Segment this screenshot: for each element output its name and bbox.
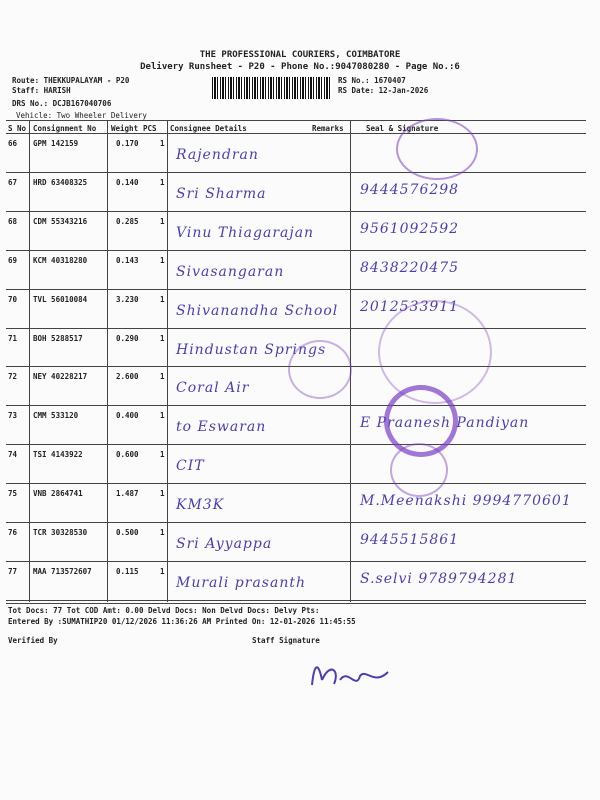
runsheet-title: Delivery Runsheet - P20 - Phone No.:9047080280 - Page No.:6 bbox=[140, 62, 460, 72]
row-consignment: TCR 30328530 bbox=[33, 528, 88, 537]
row-signature-handwritten: 2012533911 bbox=[360, 298, 460, 315]
row-consignment: TSI 4143922 bbox=[33, 450, 83, 460]
col-consignee: Consignee Details bbox=[170, 124, 247, 133]
col-remarks: Remarks bbox=[312, 124, 344, 133]
row-consignment: MAA 713572607 bbox=[33, 566, 92, 576]
row-weight: 1.487 bbox=[116, 489, 139, 499]
row-consignee-handwritten: KM3K bbox=[176, 497, 225, 514]
row-divider bbox=[6, 289, 586, 290]
staff: Staff: HARISH bbox=[12, 86, 71, 95]
row-divider bbox=[6, 211, 586, 212]
route: Route: THEKKUPALAYAM - P20 bbox=[12, 76, 130, 85]
barcode bbox=[212, 77, 332, 99]
row-consignee-handwritten: Vinu Thiagarajan bbox=[176, 224, 315, 241]
row-signature-handwritten: E Praanesh Pandiyan bbox=[360, 415, 530, 432]
row-consignee-handwritten: Sivasangaran bbox=[176, 263, 285, 280]
row-pcs: 1 bbox=[160, 566, 165, 576]
row-weight: 0.115 bbox=[116, 566, 139, 576]
row-sno: 66 bbox=[8, 139, 18, 148]
row-sno: 72 bbox=[8, 372, 18, 382]
row-signature-handwritten: 9444576298 bbox=[360, 181, 460, 198]
rs-date: RS Date: 12-Jan-2026 bbox=[338, 86, 429, 95]
row-divider bbox=[6, 172, 586, 173]
row-divider bbox=[6, 250, 586, 251]
stamp-lower bbox=[390, 443, 448, 497]
row-weight: 0.170 bbox=[116, 139, 139, 148]
verified-by-label: Verified By bbox=[8, 636, 58, 645]
row-consignment: GPM 142159 bbox=[33, 139, 79, 148]
row-consignment: TVL 56010084 bbox=[33, 294, 88, 304]
row-signature-handwritten: M.Meenakshi 9994770601 bbox=[360, 493, 572, 510]
row-pcs: 1 bbox=[160, 255, 165, 265]
entered-line: Entered By :SUMATHIP20 01/12/2026 11:36:26 AM Printed On: 12-01-2026 11:45:55 bbox=[8, 617, 356, 626]
staff-signature-mark bbox=[300, 650, 395, 695]
row-weight: 0.400 bbox=[116, 411, 139, 421]
row-pcs: 1 bbox=[160, 216, 165, 226]
row-divider bbox=[6, 561, 586, 562]
row-pcs: 1 bbox=[160, 177, 165, 187]
row-consignee-handwritten: Sri Sharma bbox=[176, 185, 267, 202]
row-weight: 0.285 bbox=[116, 216, 139, 226]
row-sno: 77 bbox=[8, 566, 18, 576]
row-consignment: CMM 533120 bbox=[33, 411, 79, 421]
vehicle: Vehicle: Two Wheeler Delivery bbox=[16, 111, 147, 120]
row-pcs: 1 bbox=[160, 294, 165, 304]
row-signature-handwritten: 9561092592 bbox=[360, 220, 460, 237]
row-sno: 73 bbox=[8, 411, 18, 421]
row-consignee-handwritten: Rajendran bbox=[176, 147, 259, 163]
row-weight: 0.143 bbox=[116, 255, 139, 265]
row-pcs: 1 bbox=[160, 489, 165, 499]
stamp-middle bbox=[288, 340, 352, 399]
row-divider bbox=[6, 522, 586, 523]
row-sno: 74 bbox=[8, 450, 18, 460]
row-consignee-handwritten: to Eswaran bbox=[176, 419, 267, 436]
rs-number: RS No.: 1670407 bbox=[338, 76, 406, 85]
row-pcs: 1 bbox=[160, 372, 165, 382]
col-pcs: PCS bbox=[143, 124, 157, 133]
row-divider bbox=[6, 483, 586, 484]
row-consignment: KCM 40318280 bbox=[33, 255, 88, 265]
row-signature-handwritten: 9445515861 bbox=[360, 532, 460, 548]
row-consignee-handwritten: CIT bbox=[176, 458, 205, 475]
staff-signature-label: Staff Signature bbox=[252, 636, 320, 645]
row-consignment: CDM 55343216 bbox=[33, 216, 88, 226]
row-pcs: 1 bbox=[160, 450, 165, 460]
row-sno: 75 bbox=[8, 489, 18, 499]
row-weight: 0.140 bbox=[116, 177, 139, 187]
row-sno: 71 bbox=[8, 333, 18, 343]
row-consignee-handwritten: Sri Ayyappa bbox=[176, 536, 273, 552]
row-pcs: 1 bbox=[160, 139, 165, 148]
row-weight: 0.500 bbox=[116, 528, 139, 537]
row-consignment: BOH 5288517 bbox=[33, 333, 83, 343]
row-consignee-handwritten: Coral Air bbox=[176, 380, 250, 397]
col-consignment: Consignment No bbox=[33, 124, 97, 133]
row-weight: 2.600 bbox=[116, 372, 139, 382]
row-pcs: 1 bbox=[160, 333, 165, 343]
row-weight: 0.290 bbox=[116, 333, 139, 343]
row-divider bbox=[6, 600, 586, 601]
row-sno: 67 bbox=[8, 177, 18, 187]
row-signature-handwritten: S.selvi 9789794281 bbox=[360, 570, 518, 587]
col-sno: S No bbox=[8, 124, 27, 133]
row-sno: 76 bbox=[8, 528, 18, 537]
row-signature-handwritten: 8438220475 bbox=[360, 259, 460, 276]
row-sno: 70 bbox=[8, 294, 18, 304]
row-sno: 68 bbox=[8, 216, 18, 226]
row-consignee-handwritten: Shivanandha School bbox=[176, 302, 339, 319]
company-title: THE PROFESSIONAL COURIERS, COIMBATORE bbox=[199, 50, 401, 60]
row-pcs: 1 bbox=[160, 411, 165, 421]
col-weight: Weight bbox=[111, 124, 139, 133]
row-divider bbox=[6, 405, 586, 406]
row-divider bbox=[6, 328, 586, 329]
row-divider bbox=[6, 444, 586, 445]
row-pcs: 1 bbox=[160, 528, 165, 537]
row-consignment: NEY 40228217 bbox=[33, 372, 88, 382]
row-sno: 69 bbox=[8, 255, 18, 265]
row-weight: 0.600 bbox=[116, 450, 139, 460]
stamp-top bbox=[396, 118, 478, 180]
row-weight: 3.230 bbox=[116, 294, 139, 304]
col-seal: Seal & Signature bbox=[366, 124, 439, 133]
row-consignment: VNB 2864741 bbox=[33, 489, 83, 499]
row-consignee-handwritten: Murali prasanth bbox=[176, 574, 306, 591]
drs-number: DRS No.: DCJB167040706 bbox=[12, 99, 112, 108]
row-consignee-handwritten: Hindustan Springs bbox=[176, 341, 327, 358]
totals-line: Tot Docs: 77 Tot COD Amt: 0.00 Delvd Docs: Non Delvd Docs: Delvy Pts: bbox=[8, 606, 320, 615]
row-consignment: HRD 63408325 bbox=[33, 177, 88, 187]
